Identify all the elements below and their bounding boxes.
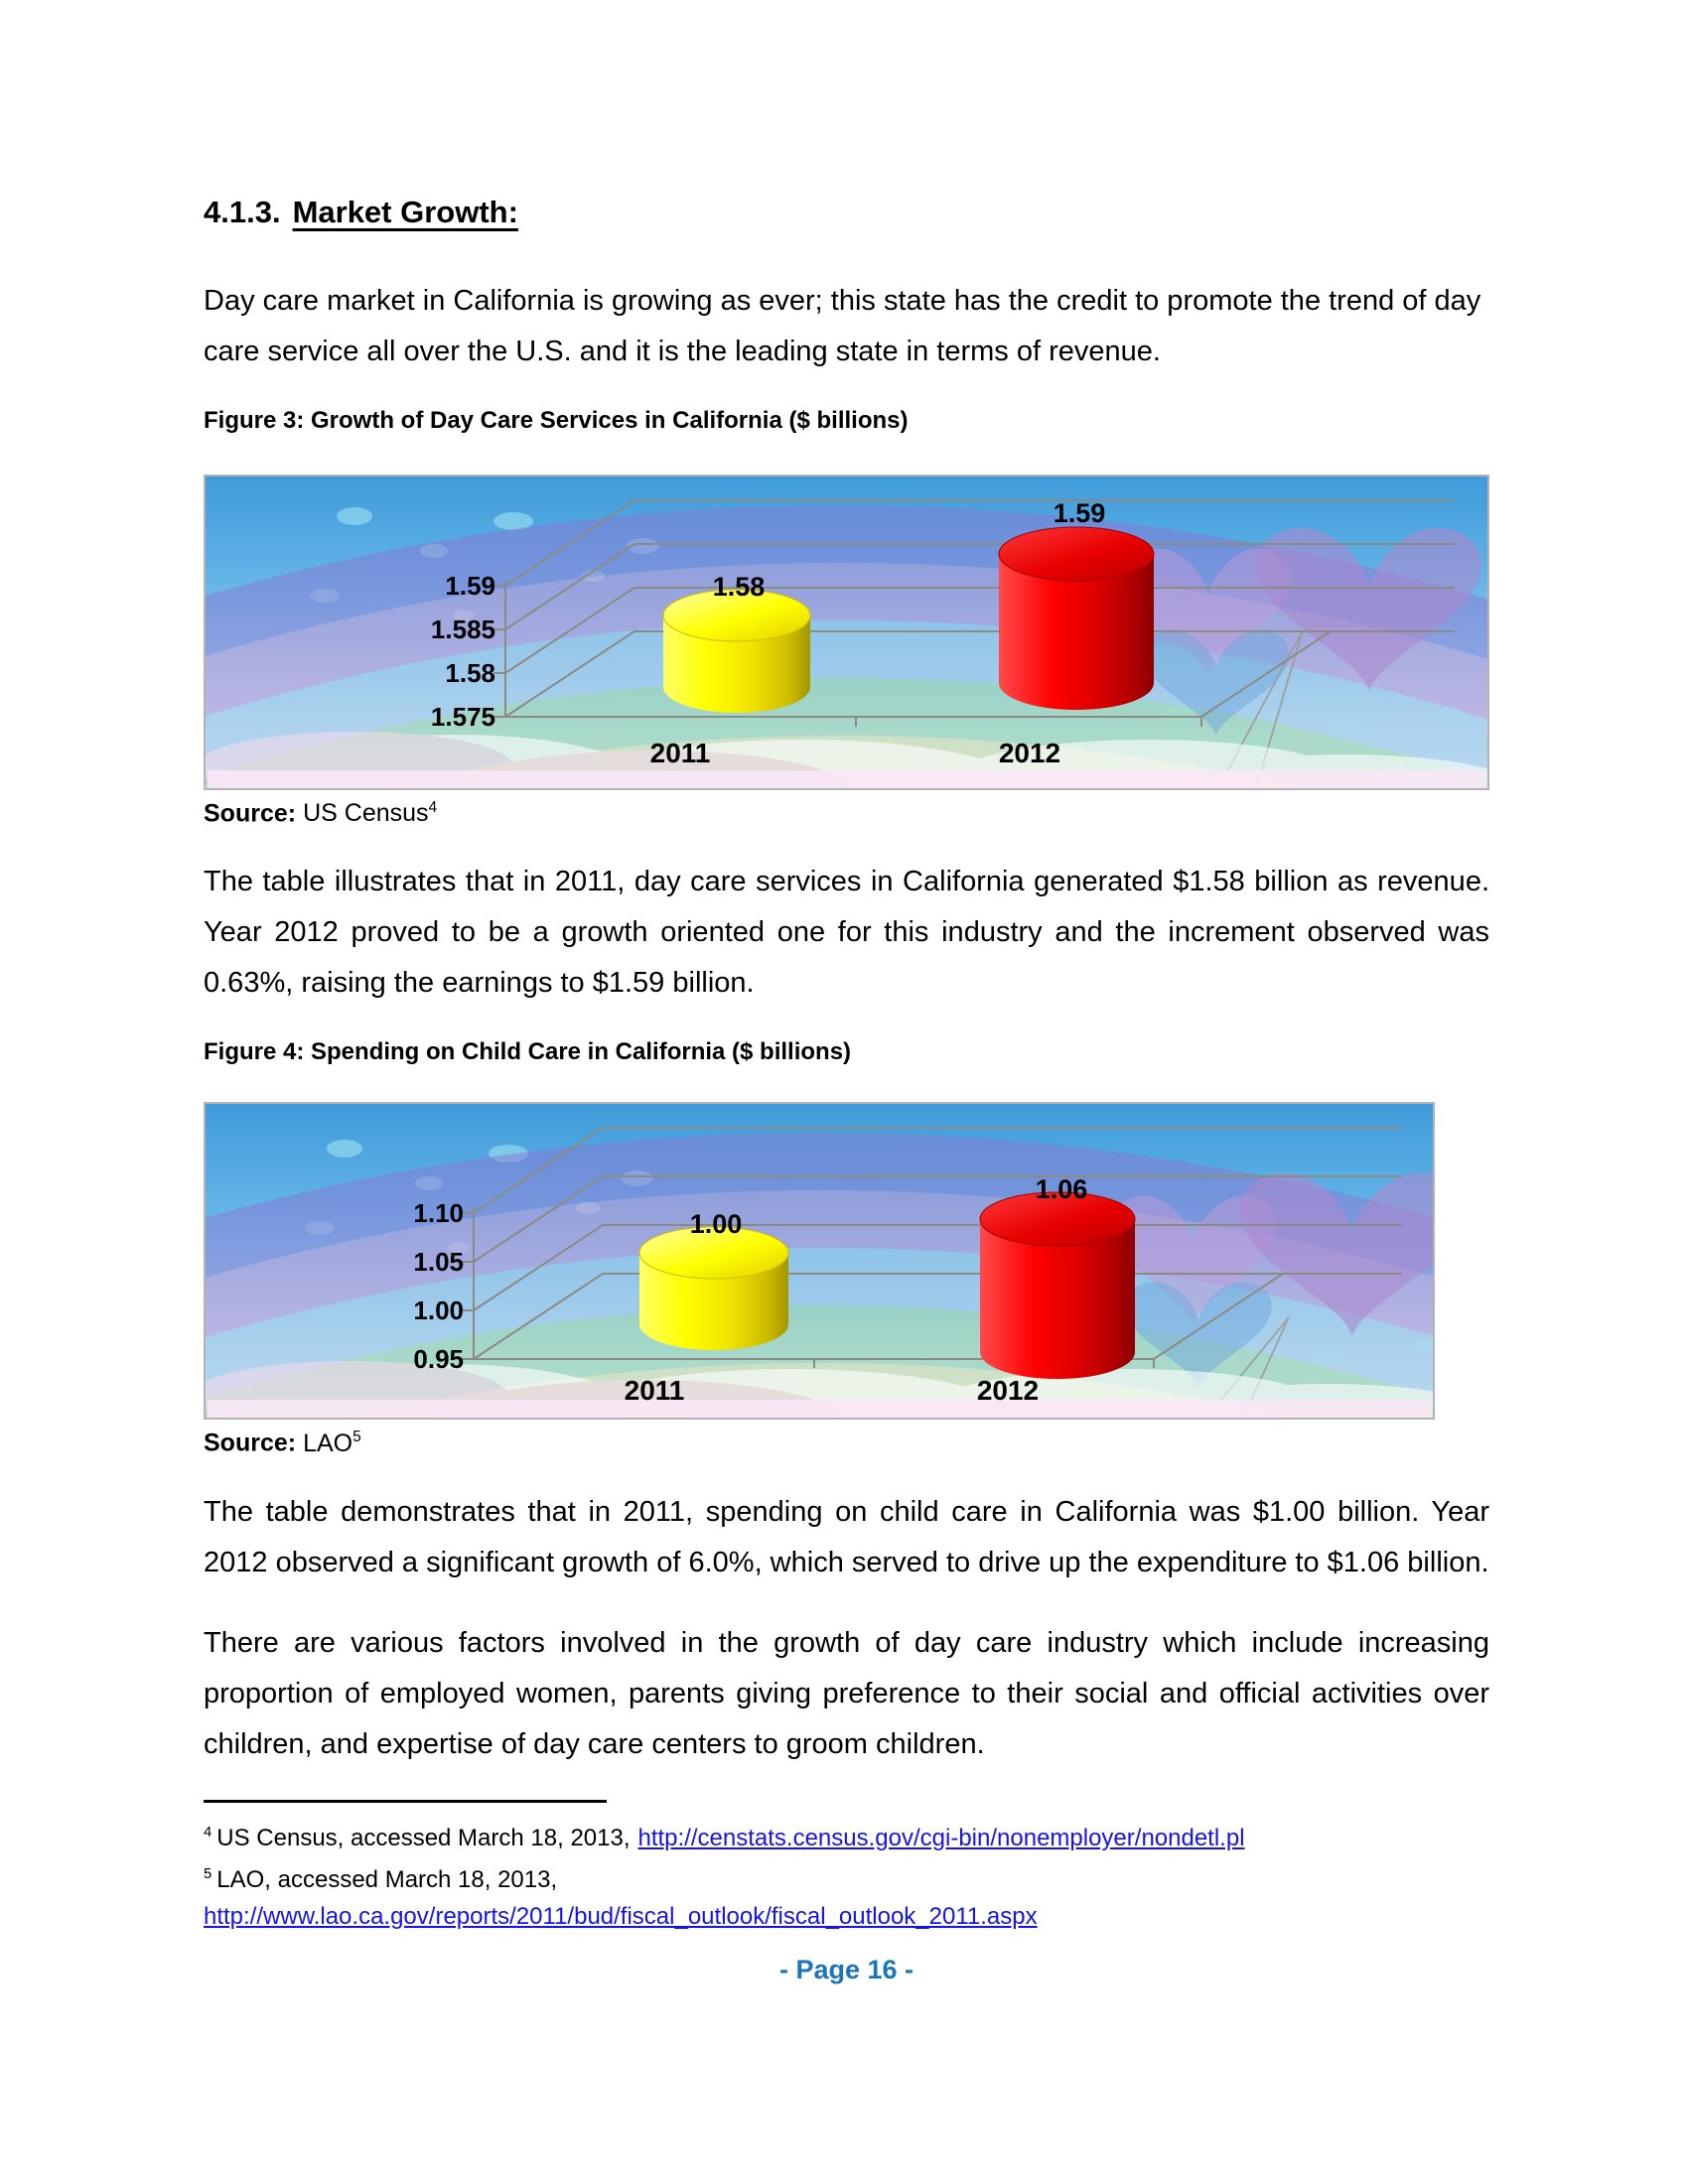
footnote-5-link[interactable]: http://www.lao.ca.gov/reports/2011/bud/fiscal_outlook/fiscal_outlook_2011.aspx [204,1902,1038,1930]
ytick-label: 1.10 [413,1198,464,1229]
data-label-2012: 1.59 [1053,498,1106,528]
category-label-2011: 2011 [649,738,711,768]
growth-chart-3d [206,477,1487,788]
cylinder-2012 [980,1192,1135,1379]
data-label-2011: 1.58 [712,572,766,602]
ytick-label: 1.58 [445,658,495,688]
footnote-text: US Census, accessed March 18, 2013, [216,1824,631,1851]
page-number: - Page 16 - [778,1954,914,1984]
ytick-label: 1.575 [430,702,495,732]
footnote-separator [204,1800,607,1803]
cylinder-2012 [999,527,1154,710]
section-heading [204,195,1489,230]
paragraph-figure4-analysis: The table demonstrates that in 2011, spending on child care in California was $1.00 billion. Year 2012 observed a significant growth of 6.0%, which served to drive up the expenditure to $1.06 billion. [204,1495,1489,1578]
section-title: Market Growth: [292,195,518,229]
spending-chart-3d [206,1104,1433,1418]
figure4-caption: Figure 4: Spending on Child Care in California ($ billions) [204,1038,852,1066]
cylinder-2011 [639,1227,788,1350]
footnote-text: LAO, accessed March 18, 2013, [216,1865,558,1893]
ytick-label: 1.59 [445,571,495,601]
footnote-4 [204,1815,1489,1856]
page-content [204,195,1489,1985]
cloud-strip [208,770,1485,788]
figure3-source [204,799,1489,828]
paragraph-intro: Day care market in California is growing as ever; this state has the credit to promote the trend of day care service all over the U.S. and it is the leading state in terms of revenue. [204,285,1481,367]
footnote-number: 4 [204,1824,212,1841]
source-value: LAO [303,1429,353,1457]
data-label-2011: 1.00 [689,1209,743,1240]
footnote-5-link-line [204,1898,1489,1935]
cylinder-2011 [663,590,810,713]
source-label: Source: [204,1429,297,1457]
footnote-5 [204,1856,1489,1898]
paragraph-figure3-analysis: The table illustrates that in 2011, day care services in California generated $1.58 billion as revenue. Year 2012 proved to be a growth oriented one for this industry and the increment observed was 0.63%, raising the earnings to $1.59 billion. [204,866,1489,1000]
ytick-label: 1.05 [413,1247,464,1278]
category-label-2012: 2012 [998,738,1061,768]
ytick-label: 0.95 [413,1344,464,1375]
source-value: US Census [303,799,429,828]
category-label-2011: 2011 [624,1375,685,1407]
figure3-caption: Figure 3: Growth of Day Care Services in California ($ billions) [204,407,909,434]
data-label-2012: 1.06 [1035,1174,1088,1205]
source-label: Source: [204,799,297,828]
footnote-4-link[interactable]: http://censtats.census.gov/cgi-bin/nonemployer/nondetl.pl [637,1824,1245,1851]
ytick-label: 1.00 [413,1296,464,1326]
figure4-chart [204,1102,1435,1420]
category-label-2012: 2012 [976,1375,1040,1407]
ytick-label: 1.585 [430,614,495,644]
source-footnote-ref: 4 [428,799,438,816]
figure3-chart [204,475,1489,790]
source-footnote-ref: 5 [352,1429,361,1446]
figure4-source [204,1429,1489,1457]
footnote-number: 5 [204,1865,212,1882]
section-number: 4.1.3. [204,195,281,229]
cloud-strip [208,1400,1431,1418]
paragraph-growth-factors: There are various factors involved in the growth of day care industry which include increasing proportion of employed women, parents giving preference to their social and official activities over children, and expertise of day care centers to groom children. [204,1626,1489,1760]
